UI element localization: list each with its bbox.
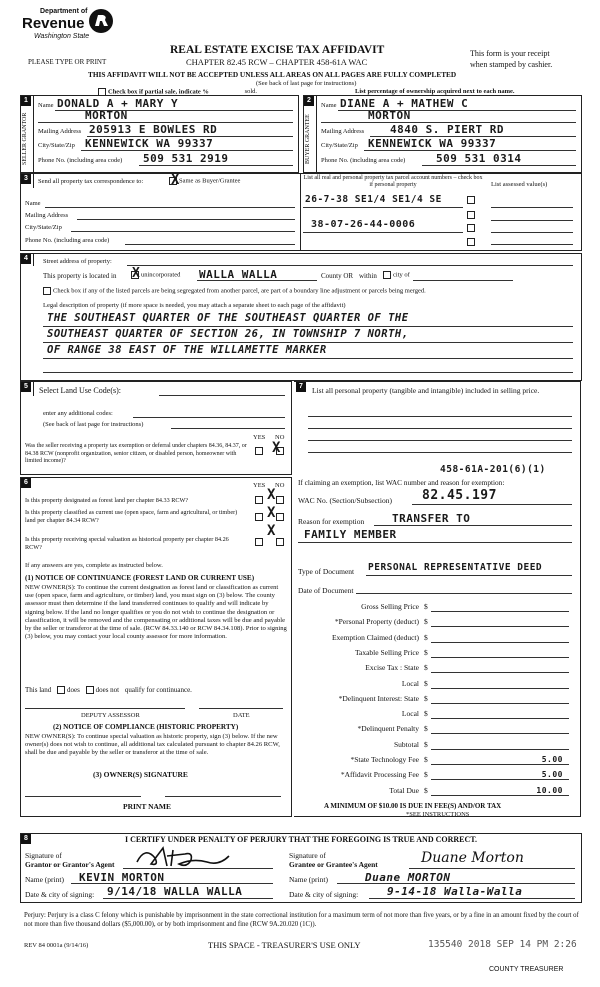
county-treasurer-label: COUNTY TREASURER [489,966,564,973]
dollar-sign: $ [424,602,428,611]
section-number-7: 7 [296,382,306,392]
unincorporated-mark: X [132,266,141,281]
legal-line-3: OF RANGE 38 EAST OF THE WILLAMETTE MARKER [47,344,327,356]
legal-line-1: THE SOUTHEAST QUARTER OF THE SOUTHEAST QUARTER OF THE [47,312,409,324]
fee-label: Excise Tax : State [365,663,419,673]
seller-name-1: DONALD A + MARY Y [57,97,179,110]
current-use-no-checkbox[interactable] [276,513,284,521]
parcel-blank-checkbox[interactable] [467,211,475,219]
buyer-name-1: DIANE A + MATHEW C [340,97,469,110]
dollar-sign: $ [424,663,428,673]
section-2-buyer: 2 BUYER GRANTEE Name DIANE A + MATHEW C MORTON Mailing Address 4840 S. PIERT RD City/State/Zip KENNEWICK WA 99337 Phone No. (including area code) 509 531 0314 [303,95,582,173]
document-type: PERSONAL REPRESENTATIVE DEED [368,562,543,573]
fee-label: Local [401,678,419,688]
dollar-sign: $ [424,770,428,780]
section-3-correspondence: 3 Send all property tax correspondence to: Same as Buyer/Grantee X Name Mailing Address City/State/Zip Phone No. (including area code) List all real and personal property tax parcel account numbers – check box if personal property List assessed value(s) 26-7-38 SE1/4 SE1/4 SE 38-07-26-44-0006 [20,173,582,251]
parcel-1: 26-7-38 SE1/4 SE1/4 SE [305,194,442,205]
exemption-question: Was the seller receiving a property tax exemption or deferral under chapters 84.36, 84.37, or 84.38 RCW (nonprofit organization, senior citizen, or disabled person, homeowner with limited income)? [25,443,247,464]
wac-number: 82.45.197 [422,488,497,503]
fee-row [294,786,569,798]
form-title: REAL ESTATE EXCISE TAX AFFIDAVIT [170,44,385,56]
buyer-name-2: MORTON [368,109,411,122]
buyer-mailing: 4840 S. PIERT RD [390,123,504,136]
exemption-no-mark: X [272,440,281,456]
dollar-sign: $ [424,755,428,764]
form-number: REV 84 0001a (9/14/16) [24,942,89,949]
forest-no-checkbox[interactable] [276,496,284,504]
dollar-sign: $ [424,785,428,795]
legal-line-2: SOUTHEAST QUARTER OF SECTION 26, IN TOWNSHIP 7 NORTH, [47,328,409,340]
parcel-2: 38-07-26-44-0006 [311,219,416,230]
fee-row [294,740,569,752]
section-number-1: 1 [21,96,31,106]
section-number-3: 3 [21,174,31,184]
buyer-city: KENNEWICK WA 99337 [368,137,497,150]
section-number-4: 4 [21,254,31,264]
assessed-header: List assessed value(s) [491,181,548,188]
section-number-5: 5 [21,382,31,392]
city-of-checkbox[interactable] [383,271,391,279]
fee-value: 10.00 [536,785,563,795]
fee-row [294,663,569,675]
fee-label: Gross Selling Price [361,602,419,611]
dollar-sign: $ [424,617,428,627]
fee-row [294,709,569,721]
parcel-header: List all real and personal property tax parcel account numbers – check box if personal property [303,175,483,188]
fee-row [294,633,569,645]
fee-note-minimum: A MINIMUM OF $10.00 IS DUE IN FEE(S) AND/OR TAX [324,802,502,810]
section-number-6: 6 [21,478,31,488]
fee-label: Total Due [389,785,419,795]
dollar-sign: $ [424,632,428,642]
county-name: WALLA WALLA [199,268,278,281]
same-as-check-mark: X [171,172,180,188]
parcel-3-checkbox[interactable] [467,238,475,246]
fee-note-instructions: *SEE INSTRUCTIONS [406,811,470,818]
forest-yes-checkbox[interactable] [255,496,263,504]
fee-label: Taxable Selling Price [354,647,419,657]
section-6-designation: 6 YES NO Is this property designated as forest land per chapter 84.33 RCW? Is this property classified as current use (open space, farm and agricultural, or timber) land per chapter 84.34 RCW? Is this property receiving special valuation as historical property per chapter 84.26 RCW? X X X If any answers are yes, complete as instructed below. (1) NOTICE OF CONTINUANCE (FOREST LAND OR CURRENT USE) NEW OWNER(S): To continue the current designation as forest land or classification as current use (open space, farm and agriculture, or timber) land, you must sign on (3) below. The county assessor must then determine if the land transferred continues to qualify and will indicate by signing below. If the land no longer qualifies or you do not wish to continue the designation or classification, it will be removed and the compensating or additional taxes will be due and payable by the seller or transferor at the time of sale. (RCW 84.33.140 or RCW 84.34.108). Prior to signing (3) below, you may contact your local county assessor for more information. This land does does not qualify for continuance. DEPUTY ASSESSOR DATE (2) NOTICE OF COMPLIANCE (HISTORIC PROPERTY) NEW OWNER(S): To continue special valuation as historic property, sign (3) below. If the new owner(s) does not wish to continue, all additional tax calculated pursuant to chapter 84.26 RCW, shall be due and payable by the seller or transferor at the time of sale. (3) OWNER(S) SIGNATURE PRINT NAME [20,477,292,817]
grantor-date-city: 9/14/18 WALLA WALLA [107,885,243,898]
fee-label: Exemption Claimed (deduct) [331,632,419,642]
certify-statement: I CERTIFY UNDER PENALTY OF PERJURY THAT THE FOREGOING IS TRUE AND CORRECT. [125,835,478,844]
perjury-statement: Perjury: Perjury is a class C felony which is punishable by imprisonment in the state correctional institution for a maximum term of not more than five years, or by a fine in an amount fixed by the court of not more than five thousand dollars ($5,000.00), or by both imprisonment and fine (RCW 9A.20.020 (1C)). [24,912,579,928]
fee-row [294,724,569,736]
fee-row [294,679,569,691]
buyer-side-label: BUYER GRANTEE [305,114,311,164]
receipt-note-1: This form is your receipt [470,49,550,58]
logo-state: Washington State [34,33,90,40]
buyer-phone: 509 531 0314 [436,152,522,165]
fee-label: *Delinquent Interest: State [338,693,419,703]
revenue-logo [22,8,117,48]
logo-name: Revenue [22,15,85,32]
dollar-sign: $ [424,678,428,688]
reason-line-1: TRANSFER TO [392,512,471,525]
grantor-print-name: KEVIN MORTON [79,871,165,884]
same-as-buyer-option: Same as Buyer/Grantee [169,177,240,185]
fee-value: 5.00 [541,755,563,764]
logo-dept: Department of [40,8,88,15]
section6-check-marks: X X X [267,487,276,539]
fee-label: Local [401,709,419,719]
form-chapter: CHAPTER 82.45 RCW – CHAPTER 458-61A WAC [186,57,368,67]
historic-no-checkbox[interactable] [276,538,284,546]
does-not-checkbox[interactable] [86,686,94,694]
revenue-emblem-icon [88,8,114,34]
parcel-1-checkbox[interactable] [467,196,475,204]
cashier-stamp: 135540 2018 SEP 14 PM 2:26 [428,939,577,950]
fee-row [294,648,569,660]
seller-name-2: MORTON [85,109,128,122]
grantee-print-name: Duane MORTON [365,871,451,884]
fee-label: *State Technology Fee [350,755,419,764]
fee-row [294,617,569,629]
section-number-8: 8 [21,834,31,844]
treasurer-use-label: THIS SPACE - TREASURER'S USE ONLY [208,940,361,950]
percentage-note: List percentage of ownership acquired next to each name. [355,88,515,95]
dollar-sign: $ [424,647,428,657]
notice2-body: NEW OWNER(S): To continue special valuation as historic property, sign (3) below. If the new owner(s) does not wish to continue, all additional tax calculated pursuant to chapter 84.26 RCW, shall be due and payable by the seller or transferor at the time of sale. [25,733,280,757]
section-1-seller: 1 SELLER GRANTOR Name DONALD A + MARY Y MORTON Mailing Address 205913 E BOWLES RD City/State/Zip KENNEWICK WA 99337 Phone No. (including area code) 509 531 2919 [20,95,299,173]
fee-row [294,770,569,782]
seller-side-label: SELLER GRANTOR [22,112,28,166]
partial-sale-row: Check box if partial sale, indicate % sold. [98,88,257,96]
segregated-checkbox[interactable] [43,287,51,295]
section-5-land-use: 5 Select Land Use Code(s): enter any additional codes: (See back of last page for instructions) YES NO Was the seller receiving a property tax exemption or deferral under chapters 84.36, 84.37, or 84.38 RCW (nonprofit organization, senior citizen, or disabled person, homeowner with limited income)? X [20,381,292,475]
fee-row [294,602,569,614]
fee-row [294,755,569,767]
fee-row [294,694,569,706]
seller-phone: 509 531 2919 [143,152,229,165]
fee-value: 5.00 [541,770,563,780]
please-type: PLEASE TYPE OR PRINT [28,58,107,66]
notice1-body: NEW OWNER(S): To continue the current designation as forest land or classification as current use (open space, farm and agriculture, or timber) land, you must sign on (3) below. The county assessor must then determine if the land transferred continues to qualify and will indicate by signing below. If the land no longer qualifies or you do not wish to continue the designation or classification, it will be removed and the compensating or additional taxes will be due and payable by the seller or transferor at the time of sale. (RCW 84.33.140 or RCW 84.34.108). Prior to signing (3) below, you may contact your local county assessor for more information. [25,584,287,641]
section-8-certification: 8 I CERTIFY UNDER PENALTY OF PERJURY THAT THE FOREGOING IS TRUE AND CORRECT. Signature of Grantor or Grantor's Agent Name (print) KEVIN MORTON Date & city of signing: 9/14/18 WALLA WALLA Signature of Grantee or Grantee's Agent Duane Morton Name (print) Duane MORTON Date & city of signing: 9-14-18 Walla-Walla [20,833,582,903]
section-7-personal-property: 7 List all personal property (tangible and intangible) included in selling price. 458-61A-201(6)(1) If claiming an exemption, list WAC number and reason for exemption: WAC No. (Section/Subsection) 82.45.197 Reason for exemption TRANSFER TO FAMILY MEMBER Type of Document PERSONAL REPRESENTATIVE DEED Date of Document Gross Selling Price $ *Personal Property (deduct) $ Exemption Claimed (deduct) $ Taxable Selling Price $ Excise Tax : State $ Local $ *Delinquent Interest: State $ Local $ *Delinquent Penalty $ Subtotal $ *State Technology Fee $ 5.00 *Affidavit Processing Fee $ 5.00 Total Due $ 10.00 A MINIMUM OF $10.00 IS DUE IN FEE(S) AND/OR TAX *SEE INSTRUCTIONS [294,381,581,817]
see-back-note: (See back of last page for instructions) [256,80,357,87]
dollar-sign: $ [424,739,428,749]
reason-line-2: FAMILY MEMBER [304,528,397,541]
fee-label: *Personal Property (deduct) [334,617,419,627]
seller-city: KENNEWICK WA 99337 [85,137,214,150]
receipt-note-2: when stamped by cashier. [470,60,553,69]
wac-handwritten: 458-61A-201(6)(1) [440,464,546,475]
dollar-sign: $ [424,693,428,703]
continuance-row: This land does does not qualify for continuance. [25,686,192,694]
exemption-yes-checkbox[interactable] [255,447,263,455]
historic-yes-checkbox[interactable] [255,538,263,546]
fee-label: *Delinquent Penalty [357,724,419,734]
grantee-date-city: 9-14-18 Walla-Walla [387,885,523,898]
dollar-sign: $ [424,709,428,719]
current-use-yes-checkbox[interactable] [255,513,263,521]
section-number-2: 2 [304,96,314,106]
dollar-sign: $ [424,724,428,734]
not-accepted-notice: THIS AFFIDAVIT WILL NOT BE ACCEPTED UNLESS ALL AREAS ON ALL PAGES ARE FULLY COMPLETED [88,70,457,79]
section-4-property: 4 Street address of property: This property is located in unincorporated X WALLA WALLA County OR within city of Check box if any of the listed parcels are being segregated from another parcel, are part of a boundary line adjustment or parcels being merged. Legal description of property (if more space is needed, you may attach a separate sheet to each page of the affidavit) THE SOUTHEAST QUARTER OF THE SOUTHEAST QUARTER OF THE SOUTHEAST QUARTER OF SECTION 26, IN TOWNSHIP 7 NORTH, OF RANGE 38 EAST OF THE WILLAMETTE MARKER [20,253,582,381]
seller-mailing: 205913 E BOWLES RD [89,123,218,136]
grantee-signature: Duane Morton [421,850,524,866]
fee-label: Subtotal [393,739,419,749]
does-checkbox[interactable] [57,686,65,694]
fee-label: *Affidavit Processing Fee [340,770,419,780]
parcel-2-checkbox[interactable] [467,224,475,232]
